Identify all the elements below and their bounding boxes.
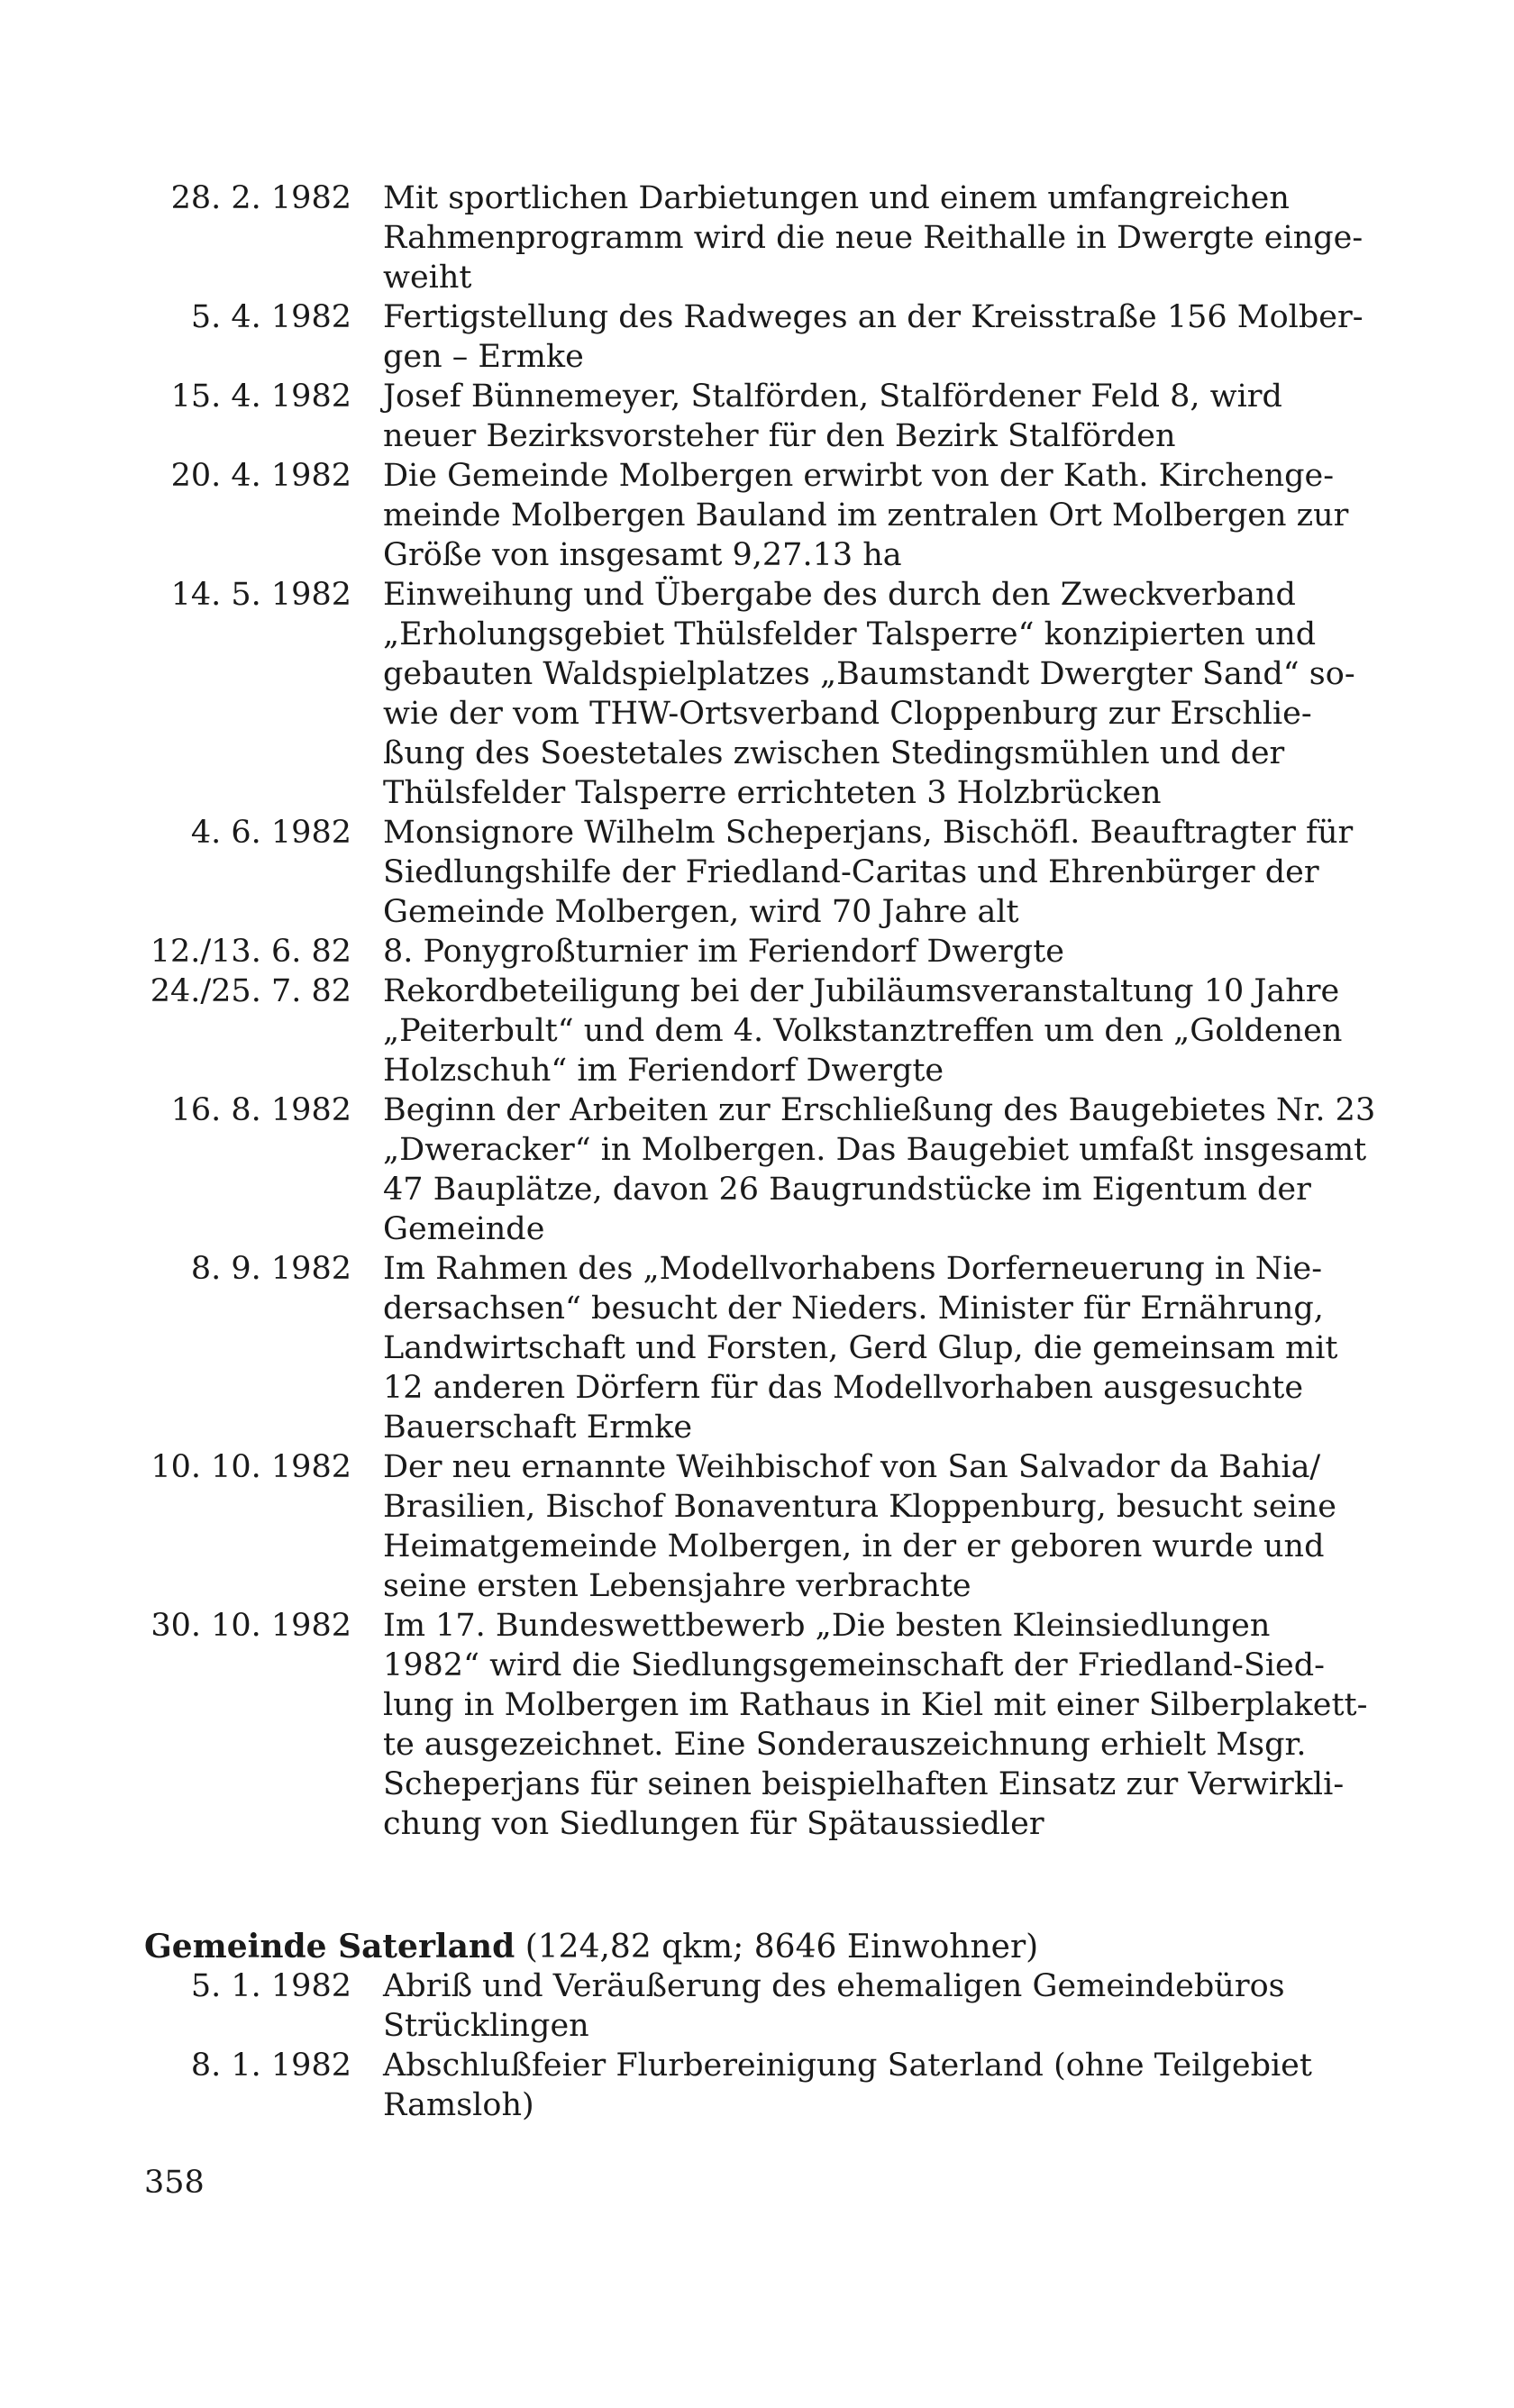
entry-date: 28. 2. 1982 xyxy=(170,180,351,216)
entry-date: 4. 6. 1982 xyxy=(190,815,351,851)
chronicle-entry xyxy=(135,456,1379,575)
entry-text: Abriß und Veräußerung des ehemaligen Gemeindebüros Strücklingen xyxy=(383,1968,1285,2044)
entry-date: 16. 8. 1982 xyxy=(170,1092,351,1128)
chronicle-entry xyxy=(135,178,1379,297)
chronicle-entry xyxy=(135,575,1379,813)
entry-text: Mit sportlichen Darbietungen und einem umfangreichen Rahmenprogramm wird die neue Reithalle in Dwergte einge- weiht xyxy=(383,180,1364,296)
entry-text: Rekordbeteiligung bei der Jubiläumsveranstaltung 10 Jahre „Peiterbult“ und dem 4. Volkstanztreffen um den „Goldenen Holzschuh“ im Feriendorf Dwergte xyxy=(383,973,1343,1089)
entry-text: 8. Ponygroßturnier im Feriendorf Dwergte xyxy=(383,934,1064,970)
entry-date: 8. 9. 1982 xyxy=(190,1251,351,1287)
entry-text: Einweihung und Übergabe des durch den Zweckverband „Erholungsgebiet Thülsfelder Talsperre“ konzipierten und gebauten Waldspielplatzes „Baumstandt Dwergter Sand“ so- wie der vom THW-Ortsverband Cloppenburg zur Erschlie- ßung des Soestetales zwischen Stedingsmühlen und der Thülsfelder Talsperre errichteten 3 Holzbrücken xyxy=(383,577,1355,811)
section-title: Gemeinde Saterland xyxy=(144,1928,515,1966)
entry-date: 5. 1. 1982 xyxy=(190,1968,351,2004)
entry-date: 12./13. 6. 82 xyxy=(150,934,351,970)
chronicle-entries xyxy=(135,178,1379,1844)
chronicle-entry xyxy=(135,1249,1379,1447)
entry-date: 10. 10. 1982 xyxy=(150,1449,351,1485)
entry-text: Beginn der Arbeiten zur Erschließung des Baugebietes Nr. 23 „Dweracker“ in Molbergen. Das Baugebiet umfaßt insgesamt 47 Bauplätze, davon 26 Baugrundstücke im Eigentum der Gemeinde xyxy=(383,1092,1376,1247)
chronicle-entry xyxy=(135,2046,1379,2125)
chronicle-entry xyxy=(135,971,1379,1090)
entry-text: Abschlußfeier Flurbereinigung Saterland (ohne Teilgebiet Ramsloh) xyxy=(383,2048,1312,2123)
chronicle-entry xyxy=(135,1090,1379,1249)
entry-text: Der neu ernannte Weihbischof von San Salvador da Bahia/ Brasilien, Bischof Bonaventura Kloppenburg, besucht seine Heimatgemeinde Molbergen, in der er geboren wurde und seine ersten Lebensjahre verbrachte xyxy=(383,1449,1336,1604)
chronicle-entry xyxy=(135,1606,1379,1844)
chronicle-entry xyxy=(135,377,1379,456)
section-subtitle: (124,82 qkm; 8646 Einwohner) xyxy=(524,1929,1039,1966)
entry-date: 20. 4. 1982 xyxy=(170,458,351,494)
entry-date: 5. 4. 1982 xyxy=(190,299,351,335)
chronicle-entry xyxy=(135,932,1379,971)
entry-text: Im 17. Bundeswettbewerb „Die besten Kleinsiedlungen 1982“ wird die Siedlungsgemeinschaft der Friedland-Sied- lung in Molbergen im Rathaus in Kiel mit einer Silberplakett- te ausgezeichnet. Eine Sonderauszeichnung erhielt Msgr. Scheperjans für seinen beispielhaften Einsatz zur Verwirkli- chung von Siedlungen für Spätaussiedler xyxy=(383,1608,1368,1842)
entry-date: 14. 5. 1982 xyxy=(170,577,351,613)
chronicle-entry xyxy=(135,1966,1379,2046)
entry-date: 8. 1. 1982 xyxy=(190,2048,351,2084)
entry-text: Im Rahmen des „Modellvorhabens Dorferneuerung in Nie- dersachsen“ besucht der Nieders. Minister für Ernährung, Landwirtschaft und Forsten, Gerd Glup, die gemeinsam mit 12 anderen Dörfern für das Modellvorhaben ausgesuchte Bauerschaft Ermke xyxy=(383,1251,1338,1446)
entry-text: Josef Bünnemeyer, Stalförden, Stalfördener Feld 8, wird neuer Bezirksvorsteher für den Bezirk Stalförden xyxy=(383,379,1282,454)
entry-date: 30. 10. 1982 xyxy=(150,1608,351,1644)
entry-text: Fertigstellung des Radweges an der Kreisstraße 156 Molber- gen – Ermke xyxy=(383,299,1364,375)
entry-text: Monsignore Wilhelm Scheperjans, Bischöfl. Beauftragter für Siedlungshilfe der Friedland-Caritas und Ehrenbürger der Gemeinde Molbergen, wird 70 Jahre alt xyxy=(383,815,1354,930)
page-number: 358 xyxy=(144,2165,205,2201)
section-entries xyxy=(135,1966,1379,2125)
entry-date: 24./25. 7. 82 xyxy=(150,973,351,1009)
entry-date: 15. 4. 1982 xyxy=(170,379,351,415)
chronicle-entry xyxy=(135,1447,1379,1606)
entry-text: Die Gemeinde Molbergen erwirbt von der Kath. Kirchenge- meinde Molbergen Bauland im zentralen Ort Molbergen zur Größe von insgesamt 9,27.13 ha xyxy=(383,458,1349,573)
section-heading xyxy=(144,1927,1038,1967)
chronicle-entry xyxy=(135,813,1379,932)
chronicle-entry xyxy=(135,297,1379,377)
